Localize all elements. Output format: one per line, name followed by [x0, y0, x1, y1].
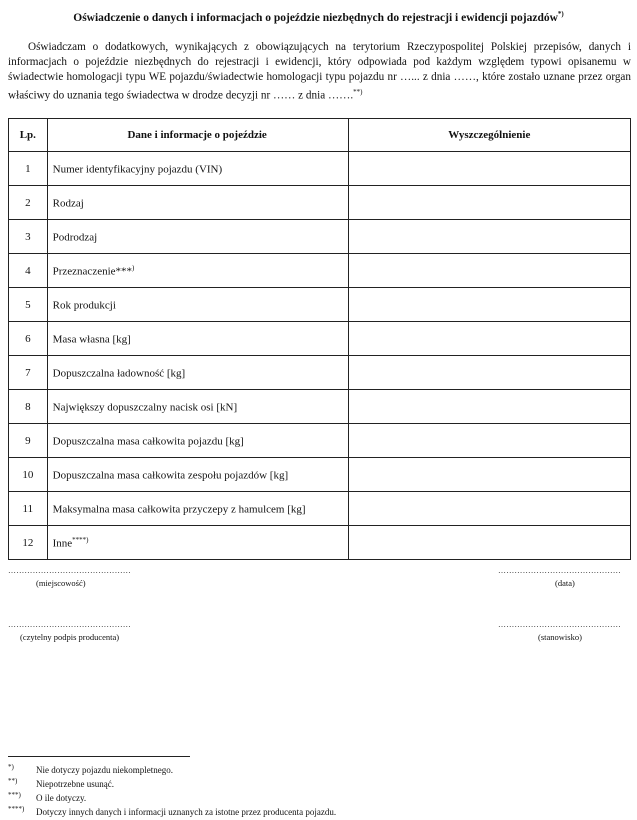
title-footnote-mark: *): [557, 10, 564, 18]
footnote-text: O ile dotyczy.: [36, 793, 87, 803]
row-number: 4: [9, 254, 48, 288]
table-row: [9, 526, 631, 560]
header-lp: Lp.: [9, 119, 48, 152]
footnote: [8, 791, 86, 803]
date-caption: (data): [555, 578, 575, 588]
row-number: 3: [9, 220, 48, 254]
table-row: [9, 458, 631, 492]
footnote: [8, 777, 114, 789]
row-number: 6: [9, 322, 48, 356]
row-label-text: Dopuszczalna ładowność [kg]: [52, 367, 186, 380]
declaration-paragraph: [8, 40, 631, 104]
footnote: [8, 805, 336, 817]
table-row: [9, 322, 631, 356]
footnote-mark: *): [8, 763, 14, 771]
table-row: [9, 220, 631, 254]
row-label: [47, 152, 348, 186]
row-label: [47, 492, 348, 526]
row-number: 1: [9, 152, 48, 186]
row-number: 7: [9, 356, 48, 390]
row-detail-cell[interactable]: [348, 186, 630, 220]
table-header-row: [9, 119, 631, 152]
row-footnote-mark: ): [132, 263, 135, 272]
row-number: 5: [9, 288, 48, 322]
row-label-text: Dopuszczalna masa całkowita pojazdu [kg]: [52, 435, 244, 448]
row-label-text: Rodzaj: [52, 197, 84, 210]
table-row: [9, 288, 631, 322]
position-dotted-line[interactable]: ………………………………………: [498, 620, 621, 629]
row-label-text: Maksymalna masa całkowita przyczepy z hamulcem [kg]: [52, 503, 306, 516]
row-number: 10: [9, 458, 48, 492]
row-label-text: Przeznaczenie***: [52, 265, 133, 278]
row-label-text: Inne: [52, 537, 73, 550]
row-number: 8: [9, 390, 48, 424]
row-number: 12: [9, 526, 48, 560]
row-detail-cell[interactable]: [348, 220, 630, 254]
row-detail-cell[interactable]: [348, 254, 630, 288]
row-label: [47, 322, 348, 356]
row-detail-cell[interactable]: [348, 356, 630, 390]
declaration-footnote-mark: **): [353, 88, 363, 96]
position-caption: (stanowisko): [538, 632, 582, 642]
row-label-text: Największy dopuszczalny nacisk osi [kN]: [52, 401, 238, 414]
row-label: [47, 186, 348, 220]
table-row: [9, 254, 631, 288]
row-detail-cell[interactable]: [348, 424, 630, 458]
header-vehicle-data: Dane i informacje o pojeździe: [47, 119, 348, 152]
row-detail-cell[interactable]: [348, 288, 630, 322]
table-row: [9, 356, 631, 390]
row-number: 11: [9, 492, 48, 526]
row-label: [47, 288, 348, 322]
row-detail-cell[interactable]: [348, 458, 630, 492]
document-title: [0, 10, 637, 24]
footnote-text: Dotyczy innych danych i informacji uznanych za istotne przez producenta pojazdu.: [36, 807, 337, 817]
footnote-text: Niepotrzebne usunąć.: [36, 779, 114, 789]
table-row: [9, 186, 631, 220]
table-row: [9, 492, 631, 526]
footnote-mark: ***): [8, 791, 21, 799]
row-detail-cell[interactable]: [348, 322, 630, 356]
signature-dotted-line[interactable]: ………………………………………: [8, 620, 131, 629]
footnote-text: Nie dotyczy pojazdu niekompletnego.: [36, 765, 173, 775]
row-label: [47, 220, 348, 254]
table-row: [9, 152, 631, 186]
document-title-text: Oświadczenie o danych i informacjach o pojeździe niezbędnych do rejestracji i ewidencji pojazdów: [73, 11, 558, 24]
row-label-text: Dopuszczalna masa całkowita zespołu pojazdów [kg]: [52, 469, 289, 482]
table-row: [9, 424, 631, 458]
row-label: [47, 424, 348, 458]
row-label: [47, 254, 348, 288]
footnote: [8, 763, 173, 775]
row-label: [47, 458, 348, 492]
row-label-text: Podrodzaj: [52, 231, 98, 244]
row-label-text: Numer identyfikacyjny pojazdu (VIN): [52, 163, 223, 176]
row-detail-cell[interactable]: [348, 390, 630, 424]
signature-caption: (czytelny podpis producenta): [20, 632, 120, 642]
footnote-separator: [8, 756, 190, 757]
row-label: [47, 390, 348, 424]
row-footnote-mark: ****): [72, 535, 89, 544]
header-details: Wyszczególnienie: [348, 119, 630, 152]
table-row: [9, 390, 631, 424]
row-number: 2: [9, 186, 48, 220]
row-number: 9: [9, 424, 48, 458]
row-label: [47, 526, 348, 560]
place-caption: (miejscowość): [36, 578, 86, 588]
row-detail-cell[interactable]: [348, 526, 630, 560]
row-label-text: Rok produkcji: [52, 299, 116, 312]
vehicle-data-table: [8, 118, 631, 560]
place-dotted-line[interactable]: ………………………………………: [8, 566, 131, 575]
row-detail-cell[interactable]: [348, 492, 630, 526]
row-label-text: Masa własna [kg]: [52, 333, 131, 346]
footnote-mark: **): [8, 777, 18, 785]
declaration-text: Oświadczam o dodatkowych, wynikających z obowiązujących na terytorium Rzeczypospolitej Polskiej przepisów, danych i informacjach o pojeździe niezbędnych do rejestracji i ewidencji, który odpowiada pod każdym względem typowi opisanemu w świadectwie homologacji typu WE pojazdu/świadectwie homologacji typu pojazdu nr …... z dnia ……, które zostało uznane przez organ właściwy do uznania tego świadectwa w drodze decyzji nr …… z dnia …….: [8, 41, 631, 102]
row-detail-cell[interactable]: [348, 152, 630, 186]
footnote-mark: ****): [8, 805, 25, 813]
row-label: [47, 356, 348, 390]
date-dotted-line[interactable]: ………………………………………: [498, 566, 621, 575]
